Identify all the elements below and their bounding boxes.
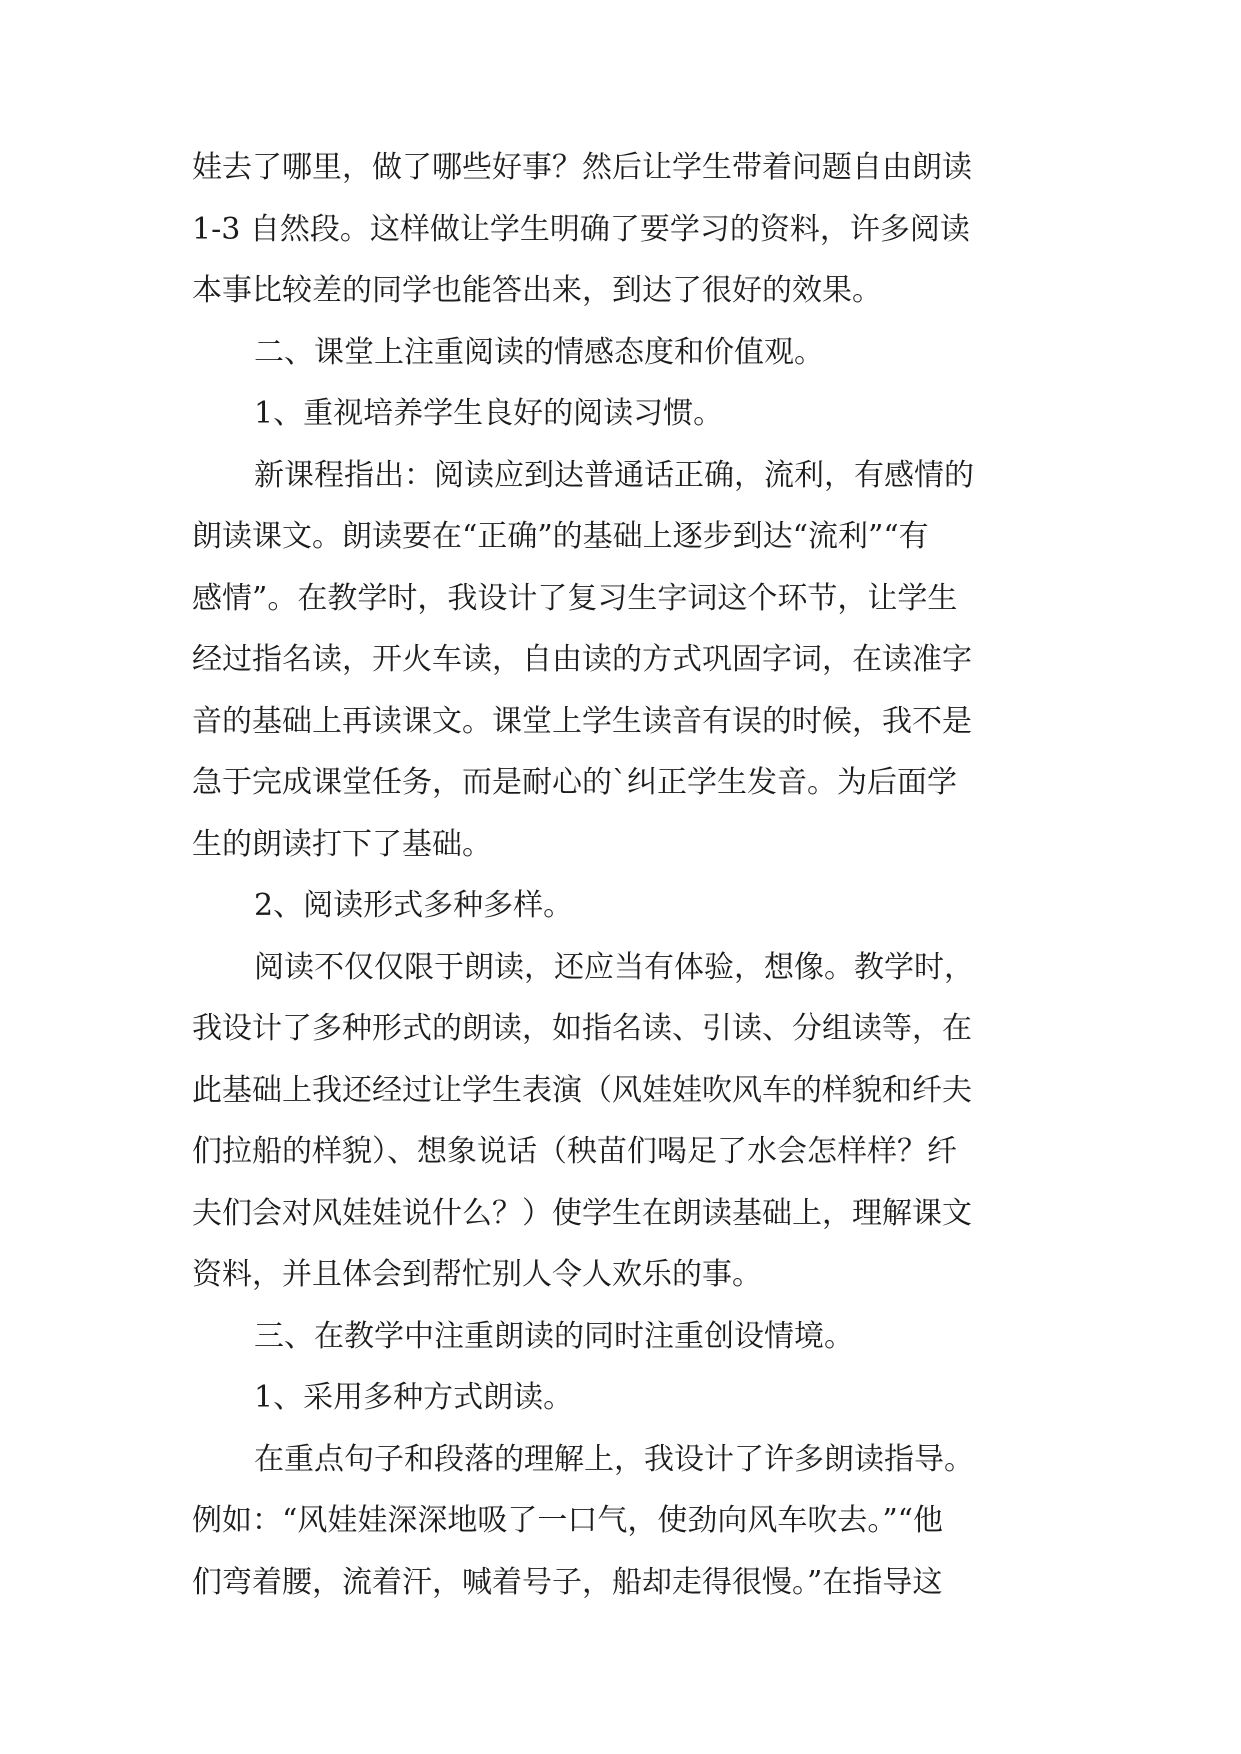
text-line: 音的基础上再读课文。课堂上学生读音有误的时候，我不是: [192, 704, 972, 739]
text-line: 们拉船的样貌）、想象说话（秧苗们喝足了水会怎样样？纤: [192, 1134, 957, 1169]
text-line: 此基础上我还经过让学生表演（风娃娃吹风车的样貌和纤夫: [192, 1073, 972, 1108]
text-line: 我设计了多种形式的朗读，如指名读、引读、分组读等，在: [192, 1011, 972, 1046]
text-line: 本事比较差的同学也能答出来，到达了很好的效果。: [192, 273, 882, 308]
text-line: 资料，并且体会到帮忙别人令人欢乐的事。: [192, 1257, 762, 1292]
text-line: 在重点句子和段落的理解上，我设计了许多朗读指导。: [254, 1442, 974, 1477]
section-heading: 二、课堂上注重阅读的情感态度和价值观。: [254, 335, 824, 370]
text-line: 朗读课文。朗读要在“正确”的基础上逐步到达“流利”“有: [192, 519, 929, 554]
subsection-heading: 2、阅读形式多种多样。: [254, 888, 574, 923]
text-line: 例如：“风娃娃深深地吸了一口气，使劲向风车吹去。”“他: [192, 1503, 944, 1538]
text-line: 阅读不仅仅限于朗读，还应当有体验，想像。教学时，: [254, 950, 974, 985]
subsection-heading: 1、重视培养学生良好的阅读习惯。: [254, 396, 724, 431]
text-line: 感情”。在教学时，我设计了复习生字词这个环节，让学生: [192, 581, 958, 616]
text-line: 1-3 自然段。这样做让学生明确了要学习的资料，许多阅读: [192, 212, 970, 247]
text-line: 娃去了哪里，做了哪些好事？然后让学生带着问题自由朗读: [192, 150, 972, 185]
text-line: 生的朗读打下了基础。: [192, 827, 492, 862]
section-heading: 三、在教学中注重朗读的同时注重创设情境。: [254, 1319, 854, 1354]
text-line: 经过指名读，开火车读，自由读的方式巩固字词，在读准字: [192, 642, 972, 677]
subsection-heading: 1、采用多种方式朗读。: [254, 1380, 574, 1415]
text-line: 急于完成课堂任务，而是耐心的`纠正学生发音。为后面学: [192, 765, 957, 800]
text-line: 们弯着腰，流着汗，喊着号子，船却走得很慢。”在指导这: [192, 1565, 943, 1600]
text-line: 夫们会对风娃娃说什么？）使学生在朗读基础上，理解课文: [192, 1196, 972, 1231]
text-line: 新课程指出：阅读应到达普通话正确，流利，有感情的: [254, 458, 974, 493]
